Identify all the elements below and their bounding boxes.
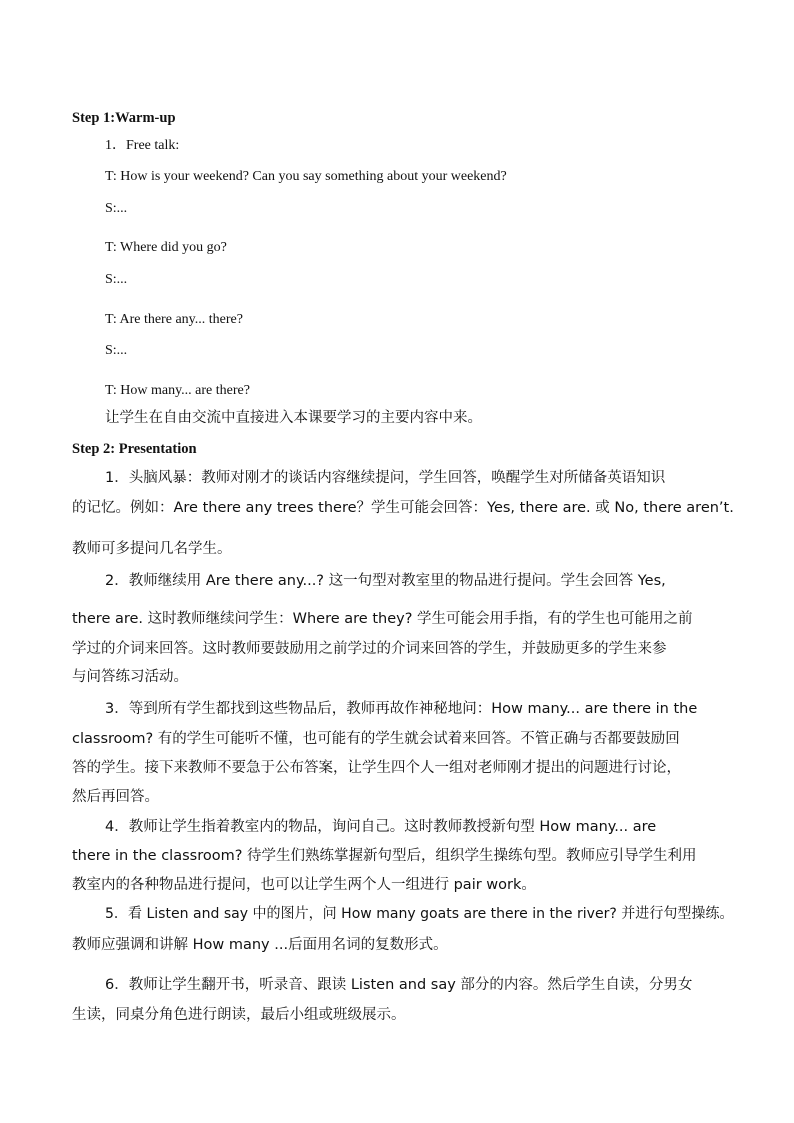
paragraph-4-line-2: there in the classroom? 待学生们熟练掌握新句型后，组织学生操练句型。教师应引导学生利用 xyxy=(72,848,697,864)
step1-note: 让学生在自由交流中直接进入本课要学习的主要内容中来。 xyxy=(105,410,482,426)
teacher-line-3: T: Are there any... there? xyxy=(105,312,243,327)
free-talk-item: 1．Free talk: xyxy=(105,138,180,153)
teacher-line-2: T: Where did you go? xyxy=(105,240,227,255)
paragraph-2-line-4: 与问答练习活动。 xyxy=(72,669,188,685)
paragraph-3-line-3: 答的学生。接下来教师不要急于公布答案，让学生四个人一组对老师刚才提出的问题进行讨论， xyxy=(72,760,681,776)
paragraph-4-line-3: 教室内的各种物品进行提问，也可以让学生两个人一组进行 pair work。 xyxy=(72,877,536,893)
paragraph-3-line-2: classroom? 有的学生可能听不懂，也可能有的学生就会试着来回答。不管正确与否都要鼓励回 xyxy=(72,731,680,747)
paragraph-2-line-2: there are. 这时教师继续问学生：Where are they? 学生可能会用手指，有的学生也可能用之前 xyxy=(72,611,693,627)
paragraph-5-line-1: 5．看 Listen and say 中的图片，问 How many goats are there in the river? 并进行句型操练。 xyxy=(105,906,734,922)
paragraph-1-line-2: 的记忆。例如：Are there any trees there？学生可能会回答：Yes, there are. 或 No, there aren’t. xyxy=(72,500,734,516)
paragraph-3-line-1: 3．等到所有学生都找到这些物品后，教师再故作神秘地问：How many... are there in the xyxy=(105,701,698,717)
paragraph-5-line-2: 教师应强调和讲解 How many ...后面用名词的复数形式。 xyxy=(72,937,448,953)
paragraph-3-line-4: 然后再回答。 xyxy=(72,789,159,805)
paragraph-1-line-1: 1．头脑风暴：教师对刚才的谈话内容继续提问，学生回答，唤醒学生对所储备英语知识 xyxy=(105,470,666,486)
paragraph-6-line-2: 生读，同桌分角色进行朗读，最后小组或班级展示。 xyxy=(72,1007,406,1023)
paragraph-6-line-1: 6．教师让学生翻开书，听录音、跟读 Listen and say 部分的内容。然后学生自读，分男女 xyxy=(105,977,693,993)
teacher-line-4: T: How many... are there? xyxy=(105,383,250,398)
paragraph-4-line-1: 4．教师让学生指着教室内的物品，询问自己。这时教师教授新句型 How many... are xyxy=(105,819,657,835)
step2-heading: Step 2: Presentation xyxy=(72,441,197,457)
student-line-3: S:... xyxy=(105,343,128,358)
step1-heading: Step 1:Warm-up xyxy=(72,110,176,126)
paragraph-2-line-1: 2．教师继续用 Are there any...? 这一句型对教室里的物品进行提问。学生会回答 Yes, xyxy=(105,573,666,589)
student-line-2: S:... xyxy=(105,272,128,287)
paragraph-1-line-3: 教师可多提问几名学生。 xyxy=(72,541,232,557)
paragraph-2-line-3: 学过的介词来回答。这时教师要鼓励用之前学过的介词来回答的学生，并鼓励更多的学生来参 xyxy=(72,641,667,657)
teacher-line-1: T: How is your weekend? Can you say something about your weekend? xyxy=(105,169,507,184)
student-line-1: S:... xyxy=(105,201,128,216)
